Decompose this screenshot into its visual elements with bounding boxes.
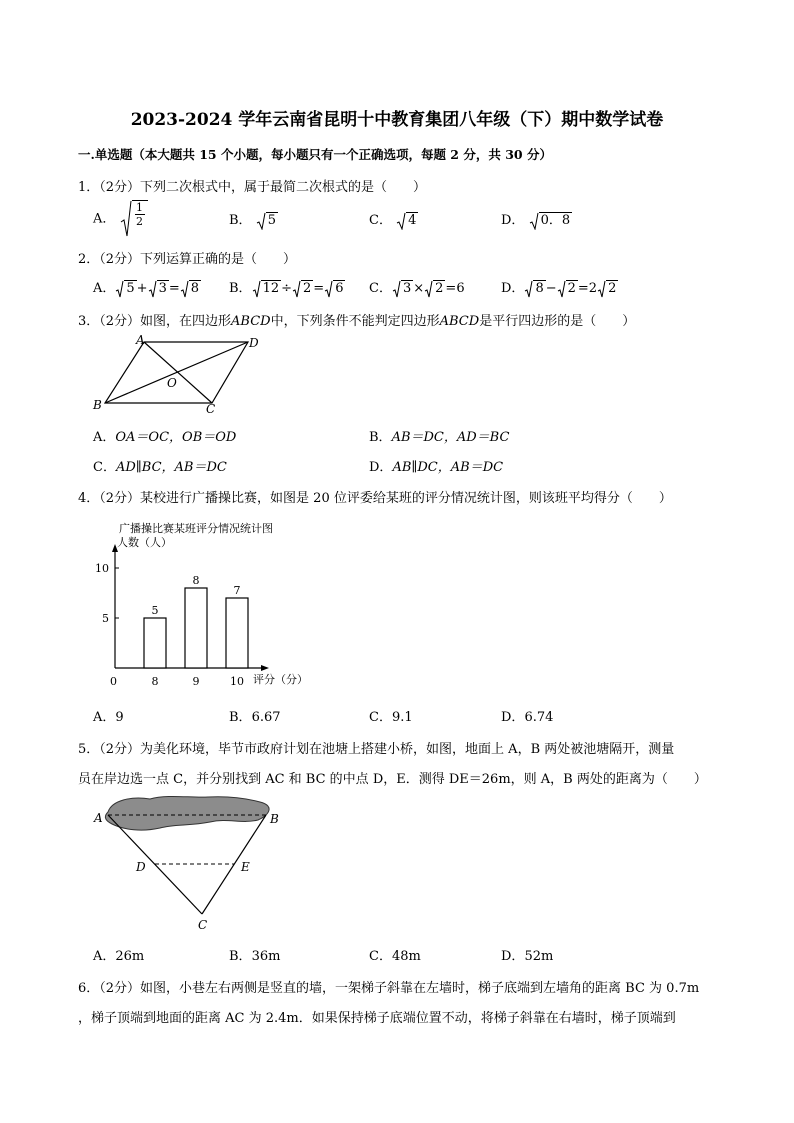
q5-a-text: 26m <box>115 949 145 964</box>
q5-option-a <box>93 945 144 964</box>
q2-option-b <box>229 277 345 298</box>
q2-c-rad2 <box>424 280 445 298</box>
q3-a-text: OA＝OC，OB＝OD <box>115 430 237 445</box>
q2-a-rad3 <box>180 280 201 298</box>
q4-a-text: 9 <box>115 710 124 725</box>
q2-c-rad1 <box>392 280 413 298</box>
chart-x-axis-arrow <box>261 665 269 671</box>
label-a: A <box>136 333 145 347</box>
q4-bar-chart <box>93 518 315 690</box>
chart-xlabel: 评分（分） <box>253 673 308 686</box>
q2-b-radicand2: 2 <box>303 280 312 296</box>
q4-b-label: B． <box>229 710 252 725</box>
q1-option-d <box>501 209 572 230</box>
q5-pond-figure <box>90 794 290 934</box>
q2-c-eq: =6 <box>445 281 465 296</box>
q5-c-text: 48m <box>391 949 421 964</box>
q2-d-rad3 <box>597 280 618 298</box>
q5-option-c <box>369 945 421 964</box>
chart-x-tick-label: 8 <box>151 675 159 688</box>
q2-b-eq: = <box>313 281 325 296</box>
label-b: B <box>270 812 279 826</box>
q1-c-label: C． <box>369 213 392 228</box>
chart-title: 广播操比赛某班评分情况统计图 <box>119 522 273 535</box>
q1-a-label: A． <box>93 211 116 227</box>
q2-a-radicand3: 8 <box>190 280 200 296</box>
q4-option-d <box>501 706 553 725</box>
q2-d-label: D． <box>501 281 525 296</box>
chart-bar <box>185 588 207 668</box>
chart-y-tick-label: 5 <box>102 612 109 625</box>
q2-b-rad3 <box>324 280 345 298</box>
chart-bar <box>226 598 248 668</box>
diagonal-bd <box>105 342 248 403</box>
q2-c-op: × <box>413 281 425 296</box>
q2-stem: 2．（2分）下列运算正确的是（ ） <box>78 252 297 267</box>
q2-c-label: C． <box>369 281 392 296</box>
q3-option-c <box>93 456 227 475</box>
q2-a-eq: = <box>168 281 180 296</box>
q4-d-text: 6.74 <box>524 710 554 725</box>
q2-a-rad2 <box>148 280 169 298</box>
q4-option-a <box>93 706 124 725</box>
q3-a-label: A． <box>93 430 116 445</box>
q3-option-b <box>369 426 509 445</box>
q3-stem-post: 是平行四边形的是（ ） <box>479 314 636 329</box>
q4-option-b <box>229 706 281 725</box>
q2-d-rad1 <box>524 280 545 298</box>
q2-option-c <box>369 277 465 298</box>
q2-d-op: − <box>545 281 557 296</box>
label-a: A <box>94 811 103 825</box>
q3-stem-mid: 中，下列条件不能判定四边形 <box>270 314 440 329</box>
chart-bar <box>144 618 166 668</box>
label-o: O <box>167 376 177 390</box>
q2-d-radicand2: 2 <box>567 280 576 296</box>
q4-a-label: A． <box>93 710 116 725</box>
q3-stem-var1: ABCD <box>231 314 271 329</box>
q3-b-label: B． <box>369 430 392 445</box>
page-title: 2023-2024 学年云南省昆明十中教育集团八年级（下）期中数学试卷 <box>130 110 664 130</box>
q2-a-label: A． <box>93 281 116 296</box>
q5-line1: 5．（2分）为美化环境，毕节市政府计划在池塘上搭建小桥，如图，地面上 A，B 两处被池塘隔开，测量 <box>78 742 675 757</box>
pond-shape <box>105 796 269 830</box>
q5-a-label: A． <box>93 949 116 964</box>
q3-b-text: AB＝DC，AD＝BC <box>391 430 510 445</box>
chart-origin-label: 0 <box>110 675 117 688</box>
q1-option-a <box>93 200 148 238</box>
q2-a-radicand2: 3 <box>158 280 167 296</box>
label-d: D <box>136 860 146 874</box>
q2-d-radicand1: 8 <box>535 280 544 296</box>
chart-data-label: 8 <box>192 574 200 587</box>
q5-b-label: B． <box>229 949 252 964</box>
q3-c-label: C． <box>93 460 116 475</box>
chart-y-tick-label: 10 <box>95 562 109 575</box>
label-d: D <box>249 336 259 350</box>
section-heading: 一.单选题（本大题共 15 个小题，每小题只有一个正确选项，每题 2 分，共 30 分） <box>78 147 552 162</box>
q4-option-c <box>369 706 413 725</box>
chart-ylabel: 人数（人） <box>117 536 172 549</box>
q2-b-rad1 <box>252 280 282 298</box>
q2-c-radicand1: 3 <box>402 280 412 296</box>
q2-b-radicand1: 12 <box>262 280 280 296</box>
q1-option-c <box>369 209 418 230</box>
q6-line2: ，梯子顶端到地面的距离 AC 为 2.4m．如果保持梯子底端位置不动，将梯子斜靠在右墙时，梯子顶端到 <box>78 1011 676 1026</box>
chart-x-tick-label: 10 <box>230 675 244 688</box>
q2-option-d <box>501 277 618 298</box>
q5-d-label: D． <box>501 949 525 964</box>
q3-d-text: AB∥DC，AB＝DC <box>392 460 504 475</box>
q2-b-rad2 <box>292 280 313 298</box>
q2-a-rad1 <box>115 280 136 298</box>
q1-b-radicand: 5 <box>267 212 276 228</box>
label-e: E <box>241 860 250 874</box>
q2-a-radicand1: 5 <box>126 280 135 296</box>
q2-d-eq: =2 <box>577 281 598 296</box>
q1-a-numerator: 1 <box>136 201 144 214</box>
q6-line1: 6．（2分）如图，小巷左右两侧是竖直的墙，一架梯子斜靠在左墙时，梯子底端到左墙角的距离 BC 为 0.7m <box>78 981 700 996</box>
q1-d-label: D． <box>501 213 525 228</box>
q4-c-label: C． <box>369 710 392 725</box>
q1-c-radical <box>396 212 418 230</box>
q5-option-b <box>229 945 280 964</box>
q3-d-label: D． <box>369 460 393 475</box>
q1-b-label: B． <box>229 213 252 228</box>
q3-stem-pre: 3．（2分）如图，在四边形 <box>78 314 232 329</box>
label-c: C <box>198 918 208 932</box>
chart-data-label: 7 <box>233 584 241 597</box>
q1-a-denominator: 2 <box>136 215 144 228</box>
q1-d-radical <box>529 212 573 230</box>
q2-b-label: B． <box>229 281 252 296</box>
q3-stem-var2: ABCD <box>439 314 480 329</box>
q2-b-radicand3: 6 <box>335 280 344 296</box>
q4-c-text: 9.1 <box>391 710 413 725</box>
q3-option-a <box>93 426 236 445</box>
q2-option-a <box>93 277 201 298</box>
q4-b-text: 6.67 <box>251 710 281 725</box>
label-b: B <box>93 398 102 412</box>
q1-d-radicand: 0．8 <box>540 212 571 228</box>
q3-option-d <box>369 456 503 475</box>
q1-stem: 1．（2分）下列二次根式中，属于最简二次根式的是（ ） <box>78 180 427 195</box>
q3-parallelogram-figure <box>88 333 268 415</box>
q2-d-radicand3: 2 <box>608 280 617 296</box>
q5-line2: 员在岸边选一点 C，并分别找到 AC 和 BC 的中点 D，E．测得 DE＝26m，则 A，B 两处的距离为（ ） <box>78 772 707 787</box>
q2-c-radicand2: 2 <box>435 280 444 296</box>
q2-b-op: ÷ <box>281 281 293 296</box>
q4-d-label: D． <box>501 710 525 725</box>
q1-b-radical <box>256 212 278 230</box>
chart-x-tick-label: 9 <box>192 675 200 688</box>
q2-a-op: + <box>136 281 148 296</box>
q3-stem <box>78 310 635 329</box>
label-c: C <box>206 402 216 415</box>
q1-a-radical <box>120 200 148 238</box>
q3-c-text: AD∥BC，AB＝DC <box>115 460 227 475</box>
q1-option-b <box>229 209 278 230</box>
q4-stem: 4．（2分）某校进行广播操比赛，如图是 20 位评委给某班的评分情况统计图，则该班平均得分（ ） <box>78 491 672 506</box>
q5-option-d <box>501 945 553 964</box>
q5-b-text: 36m <box>251 949 281 964</box>
q1-c-radicand: 4 <box>408 212 417 228</box>
q5-c-label: C． <box>369 949 392 964</box>
q5-d-text: 52m <box>524 949 554 964</box>
chart-data-label: 5 <box>151 604 159 617</box>
q2-d-rad2 <box>557 280 578 298</box>
